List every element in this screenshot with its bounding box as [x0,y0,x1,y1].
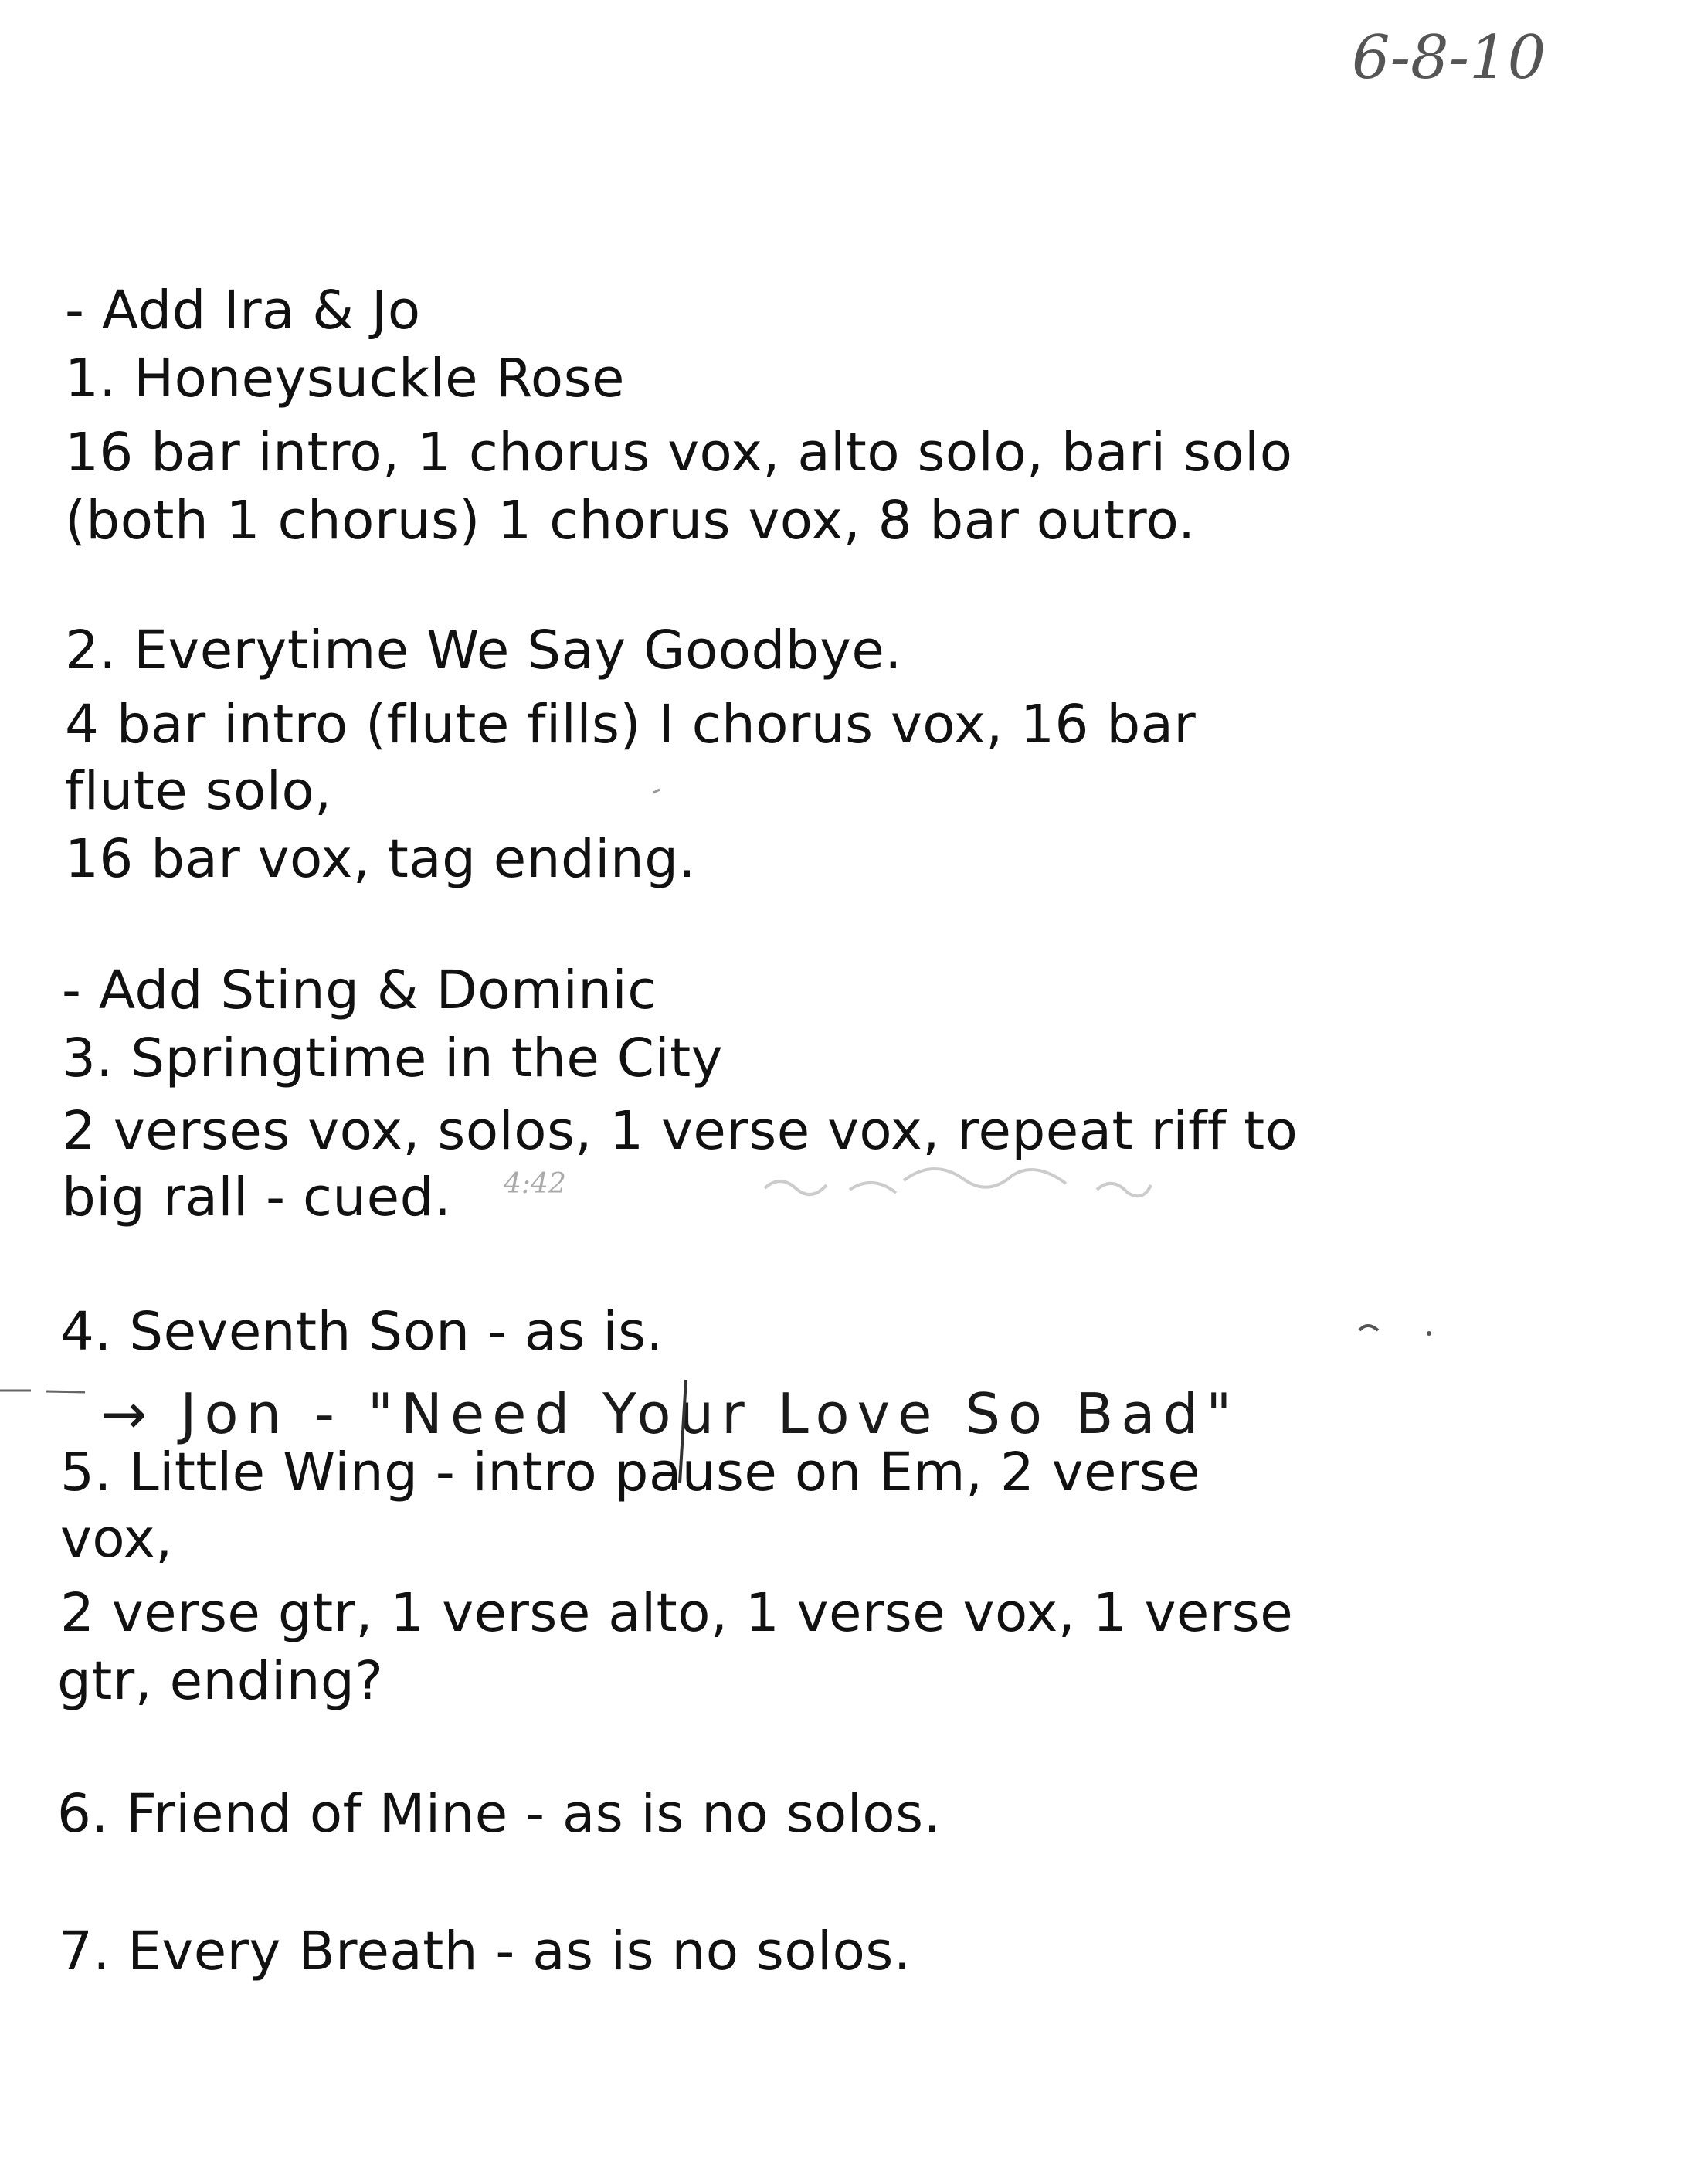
section-note-add-ira-jo: - Add Ira & Jo [65,280,421,341]
song-arrangement-line: vox, [60,1508,173,1570]
song-title-little-wing: 5. Little Wing - intro pause on Em, 2 verse [60,1442,1201,1503]
song-arrangement-line: 16 bar vox, tag ending. [65,828,696,890]
song-title-seventh-son: 4. Seventh Son - as is. [60,1301,664,1363]
faint-scribble [765,1169,1151,1196]
faint-speck [653,790,660,793]
handwritten-time-note: 4:42 [504,1168,566,1200]
song-title-honeysuckle-rose: 1. Honeysuckle Rose [65,348,625,409]
song-title-friend-of-mine: 6. Friend of Mine - as is no solos. [57,1783,942,1845]
song-arrangement-line: 2 verse gtr, 1 verse alto, 1 verse vox, 1 verse [60,1582,1294,1644]
song-arrangement-line: 2 verses vox, solos, 1 verse vox, repeat riff to [62,1100,1298,1162]
section-note-add-sting-dominic: - Add Sting & Dominic [62,960,657,1021]
song-arrangement-line: flute solo, [65,760,332,822]
song-arrangement-line: big rall - cued. [62,1167,452,1228]
song-title-every-breath: 7. Every Breath - as is no solos. [59,1921,911,1982]
dot-mark [1427,1331,1431,1336]
arrow-line [0,1391,85,1392]
song-title-springtime-in-the-city: 3. Springtime in the City [62,1027,723,1089]
handwritten-insert-note: → Jon - "Need Your Love So Bad" [100,1381,1240,1446]
song-title-everytime-we-say-goodbye: 2. Everytime We Say Goodbye. [65,620,902,681]
song-arrangement-line: (both 1 chorus) 1 chorus vox, 8 bar outro. [65,490,1196,552]
song-arrangement-line: gtr, ending? [57,1650,384,1712]
song-arrangement-line: 4 bar intro (flute fills) I chorus vox, 16 bar [65,694,1197,756]
song-arrangement-line: 16 bar intro, 1 chorus vox, alto solo, bari solo [65,422,1293,484]
tick-mark [1359,1326,1378,1330]
handwritten-date: 6-8-10 [1352,23,1546,93]
